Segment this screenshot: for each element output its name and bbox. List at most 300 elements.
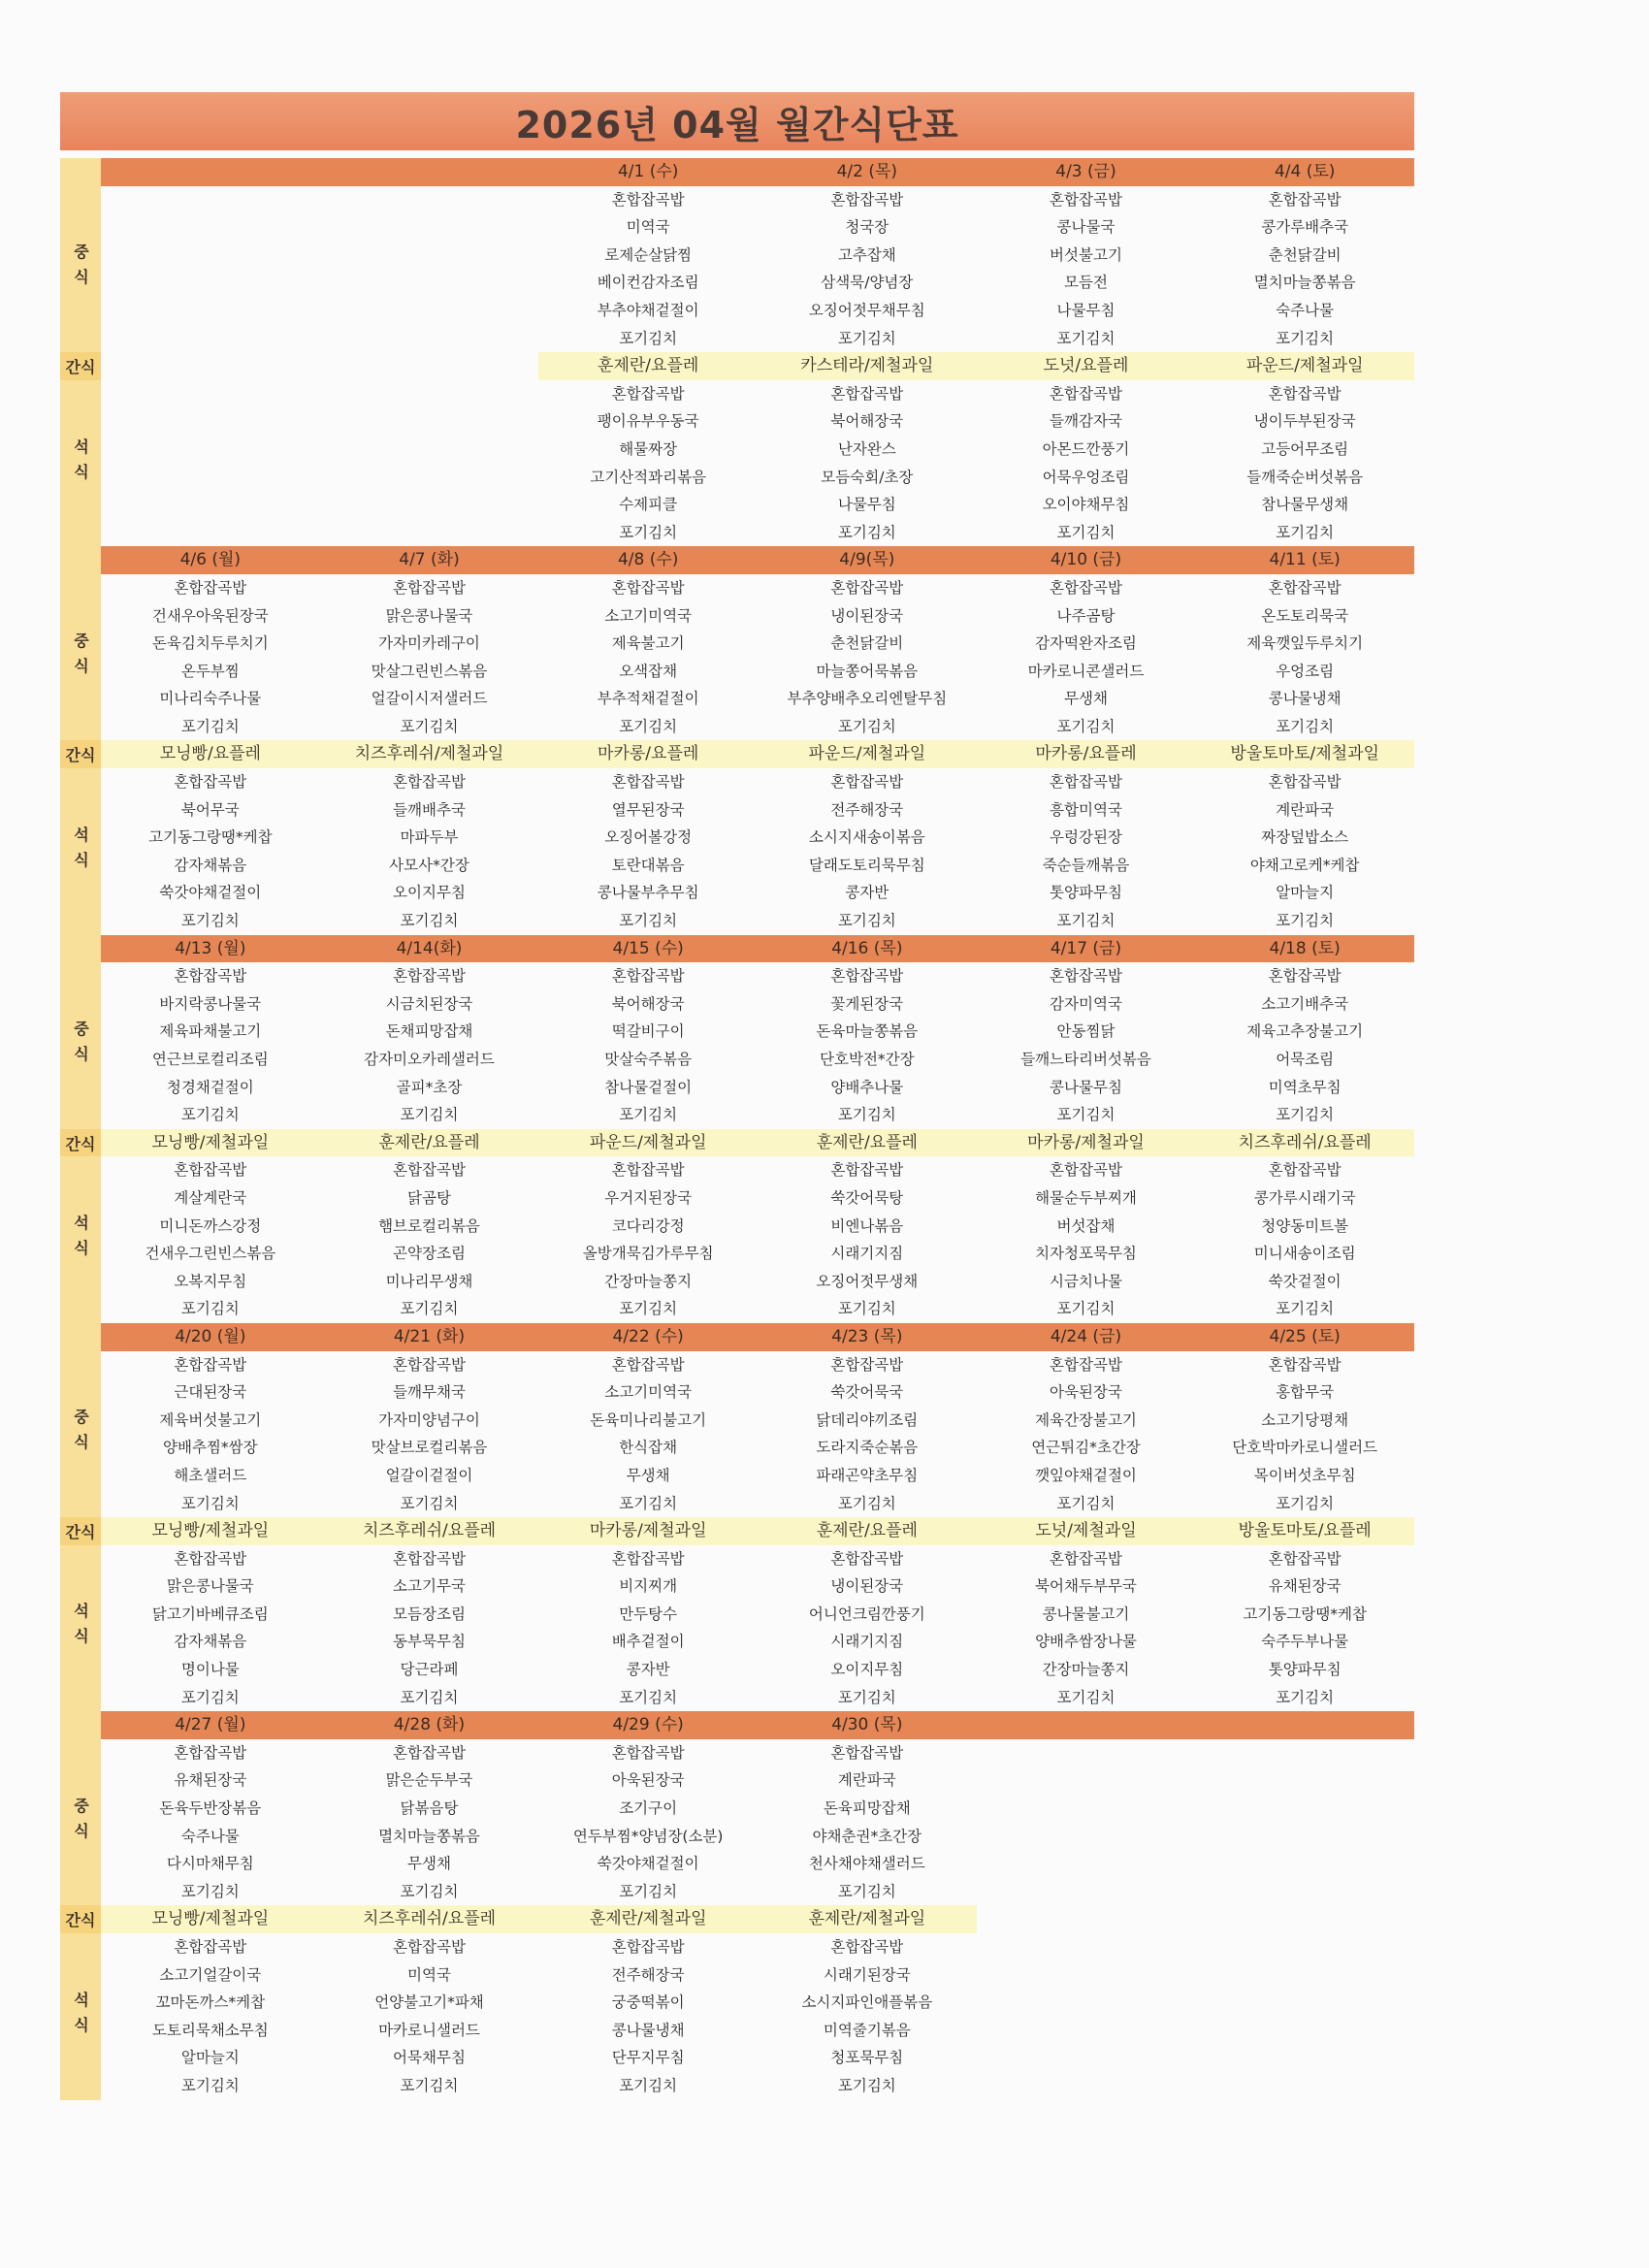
lunch-item: 맑은순두부국 <box>385 1771 473 1790</box>
lunch-item: 나주곰탕 <box>1056 606 1116 625</box>
snack-label: 간식 <box>60 740 101 768</box>
date-header: 4/27 (월) <box>101 1711 320 1739</box>
snack-item: 훈제란/요플레 <box>538 352 758 380</box>
lunch-item <box>320 242 539 270</box>
lunch-item <box>1195 1766 1414 1795</box>
dinner-item: 고기산적꽈리볶음 <box>590 468 707 486</box>
lunch-item: 소고기미역국 <box>604 606 693 625</box>
dinner-label: 석식 <box>60 1545 101 1712</box>
dinner-item: 오이지무침 <box>830 1661 904 1679</box>
snack-item: 파운드/제철과일 <box>538 1129 758 1157</box>
lunch-item: 마카로니콘샐러드 <box>1027 662 1145 680</box>
lunch-item <box>977 1823 1196 1851</box>
dinner-item: 포기김치 <box>400 1688 459 1706</box>
label-spacer <box>60 546 101 574</box>
lunch-item: 돈육피망잡채 <box>823 1799 911 1818</box>
dinner-item: 짜장덮밥소스 <box>1261 828 1349 847</box>
dinner-item <box>1195 1933 1414 1961</box>
dinner-item: 소시지파인애플볶음 <box>801 1993 933 2012</box>
dinner-item: 오복지무침 <box>174 1272 247 1290</box>
dinner-item: 쑥갓어묵탕 <box>830 1188 904 1207</box>
dinner-item: 고등어무조림 <box>1261 439 1349 458</box>
lunch-item <box>1195 1850 1414 1878</box>
lunch-item: 삼색묵/양념장 <box>821 274 914 292</box>
lunch-label: 중식 <box>60 574 101 741</box>
dinner-item: 들깨감자국 <box>1050 412 1122 431</box>
dinner-item: 명이나물 <box>180 1661 240 1679</box>
dinner-item: 혼합잡곡밥 <box>611 384 685 403</box>
lunch-item: 혼합잡곡밥 <box>611 578 685 597</box>
dinner-item <box>320 407 539 436</box>
lunch-item: 냉이된장국 <box>830 606 904 625</box>
date-header: 4/14(화) <box>320 935 539 963</box>
dinner-item: 죽순들깨볶음 <box>1042 856 1130 874</box>
week-block <box>60 546 1414 934</box>
date-header <box>101 158 320 186</box>
dinner-item: 혼합잡곡밥 <box>174 773 247 792</box>
lunch-item: 미나리숙주나물 <box>159 690 262 708</box>
snack-item: 파운드/제철과일 <box>758 740 977 768</box>
lunch-item: 포기김치 <box>619 329 678 347</box>
lunch-item: 무생채 <box>626 1466 670 1484</box>
lunch-item: 들깨느타리버섯볶음 <box>1020 1051 1151 1068</box>
dinner-item <box>320 491 539 519</box>
lunch-item: 파래곤약초무침 <box>816 1466 919 1484</box>
dinner-item: 포기김치 <box>837 2076 896 2094</box>
lunch-item: 혼합잡곡밥 <box>1050 190 1122 209</box>
dinner-item: 알마늘지 <box>180 2049 240 2067</box>
lunch-item: 혼합잡곡밥 <box>174 967 247 986</box>
lunch-item: 꽃게된장국 <box>830 994 904 1013</box>
lunch-item: 포기김치 <box>619 717 678 735</box>
lunch-item: 혼합잡곡밥 <box>830 1355 904 1374</box>
lunch-item: 혼합잡곡밥 <box>611 190 685 209</box>
dinner-item: 모듬숙회/초장 <box>821 468 914 486</box>
date-header <box>977 1711 1196 1739</box>
lunch-item: 어묵조림 <box>1276 1051 1335 1068</box>
lunch-item: 마늘쫑어묵볶음 <box>816 662 919 680</box>
dinner-item <box>101 464 320 492</box>
dinner-item: 버섯잡채 <box>1056 1216 1116 1235</box>
dinner-item: 포기김치 <box>619 912 678 930</box>
lunch-item: 아욱된장국 <box>1050 1383 1122 1402</box>
lunch-item: 쑥갓야채겉절이 <box>597 1855 699 1873</box>
lunch-item <box>101 213 320 242</box>
dinner-item: 혼합잡곡밥 <box>1050 1549 1122 1568</box>
dinner-item: 우거지된장국 <box>604 1188 693 1207</box>
lunch-item: 콩나물국 <box>1056 218 1116 237</box>
lunch-item: 감자미역국 <box>1050 994 1122 1013</box>
dinner-item <box>1195 2072 1414 2100</box>
dinner-item: 청양동미트볼 <box>1261 1216 1349 1235</box>
snack-item: 방울토마토/요플레 <box>1195 1517 1414 1545</box>
lunch-item: 맑은콩나물국 <box>385 606 473 625</box>
snack-item: 도넛/제철과일 <box>977 1517 1196 1545</box>
dinner-item: 오이지무침 <box>393 884 466 902</box>
dinner-item: 궁중떡볶이 <box>611 1993 685 2012</box>
date-header: 4/9(목) <box>758 546 977 574</box>
dinner-item: 단무지무침 <box>611 2049 685 2067</box>
dinner-item: 냉이된장국 <box>830 1577 904 1596</box>
dinner-item: 닭고기바베큐조림 <box>151 1604 269 1623</box>
dinner-item: 포기김치 <box>180 1688 240 1706</box>
snack-item: 훈제란/요플레 <box>758 1517 977 1545</box>
dinner-item: 양배추쌈장나물 <box>1035 1633 1137 1651</box>
lunch-item <box>320 186 539 214</box>
dinner-item: 비엔나볶음 <box>830 1216 904 1235</box>
lunch-item: 제육간장불고기 <box>1035 1410 1137 1429</box>
dinner-item: 포기김치 <box>400 1300 459 1318</box>
snack-label: 간식 <box>60 1129 101 1157</box>
dinner-item: 도토리묵채소무침 <box>151 2021 269 2039</box>
dinner-item: 우렁강된장 <box>1050 828 1122 847</box>
dinner-item: 마파두부 <box>400 828 459 847</box>
lunch-item: 닭볶음탕 <box>400 1799 459 1818</box>
snack-item: 마카롱/요플레 <box>977 740 1196 768</box>
dinner-item: 포기김치 <box>1056 1300 1116 1318</box>
lunch-item: 포기김치 <box>1056 717 1116 735</box>
date-header: 4/17 (금) <box>977 935 1196 963</box>
dinner-item <box>320 380 539 408</box>
lunch-label: 중식 <box>60 186 101 353</box>
lunch-item: 혼합잡곡밥 <box>830 190 904 209</box>
lunch-item: 혼합잡곡밥 <box>1268 967 1342 986</box>
dinner-item <box>977 2017 1196 2045</box>
dinner-item: 햄브로컬리볶음 <box>378 1216 480 1235</box>
snack-item: 방울토마토/제철과일 <box>1195 740 1414 768</box>
lunch-item <box>101 325 320 353</box>
label-spacer <box>60 935 101 963</box>
dinner-item: 혼합잡곡밥 <box>830 1549 904 1568</box>
date-header: 4/30 (목) <box>758 1711 977 1739</box>
lunch-item: 도라지죽순볶음 <box>816 1439 919 1457</box>
lunch-item: 시금치된장국 <box>385 994 473 1013</box>
dinner-item: 혼합잡곡밥 <box>1050 773 1122 792</box>
dinner-label: 석식 <box>60 1156 101 1323</box>
dinner-item: 혼합잡곡밥 <box>174 1549 247 1568</box>
snack-item <box>977 1905 1196 1933</box>
dinner-item: 혼합잡곡밥 <box>611 1938 685 1956</box>
dinner-item: 오징어젓무생채 <box>816 1272 919 1290</box>
lunch-item: 북어해장국 <box>611 994 685 1013</box>
lunch-item <box>101 242 320 270</box>
dinner-item: 감자채볶음 <box>174 856 247 874</box>
lunch-item: 혼합잡곡밥 <box>611 1743 685 1762</box>
lunch-item: 춘천닭갈비 <box>830 634 904 653</box>
lunch-item: 돈육두반장볶음 <box>159 1799 262 1818</box>
dinner-item: 미나리무생채 <box>385 1272 473 1290</box>
lunch-item <box>1195 1878 1414 1906</box>
lunch-item: 춘천닭갈비 <box>1268 245 1342 264</box>
dinner-item: 모듬장조림 <box>393 1604 466 1623</box>
date-header: 4/15 (수) <box>538 935 758 963</box>
dinner-item: 열무된장국 <box>611 800 685 819</box>
dinner-item: 톳양파무침 <box>1050 884 1122 902</box>
lunch-item: 포기김치 <box>400 1882 459 1900</box>
dinner-item <box>977 2072 1196 2100</box>
lunch-item: 혼합잡곡밥 <box>393 1355 466 1374</box>
dinner-item: 콩나물냉채 <box>611 2021 685 2039</box>
lunch-item: 가자미카레구이 <box>378 634 480 653</box>
lunch-item: 포기김치 <box>837 1494 896 1512</box>
dinner-item: 콩가루시래기국 <box>1253 1188 1356 1207</box>
lunch-item: 포기김치 <box>1056 329 1116 347</box>
dinner-item: 미역국 <box>407 1965 451 1984</box>
page-title <box>60 92 1414 150</box>
lunch-item: 닭데리야끼조림 <box>816 1410 919 1429</box>
dinner-item: 혼합잡곡밥 <box>1050 1161 1122 1180</box>
lunch-item: 포기김치 <box>619 1106 678 1124</box>
lunch-item: 오색잡채 <box>619 662 678 680</box>
snack-item <box>320 352 539 380</box>
dinner-item: 고기동그랑땡*케찹 <box>148 828 273 847</box>
lunch-label: 중식 <box>60 1351 101 1518</box>
snack-item: 파운드/제철과일 <box>1195 352 1414 380</box>
dinner-item: 언양불고기*파채 <box>374 1993 484 2012</box>
lunch-item: 혼합잡곡밥 <box>393 578 466 597</box>
lunch-item: 우엉조림 <box>1276 662 1335 680</box>
dinner-item: 어묵채무침 <box>393 2049 466 2067</box>
lunch-item: 포기김치 <box>400 1106 459 1124</box>
snack-item: 도넛/요플레 <box>977 352 1196 380</box>
snack-item: 모닝빵/제철과일 <box>101 1905 320 1933</box>
dinner-label: 석식 <box>60 380 101 547</box>
lunch-item: 혼합잡곡밥 <box>1050 578 1122 597</box>
lunch-item: 부추야채겉절이 <box>597 301 699 319</box>
dinner-item: 혼합잡곡밥 <box>393 1938 466 1956</box>
lunch-item: 콩나물냉채 <box>1268 690 1342 708</box>
dinner-item <box>101 491 320 519</box>
dinner-item <box>101 519 320 547</box>
lunch-item: 포기김치 <box>1276 329 1335 347</box>
lunch-item: 돈육마늘쫑볶음 <box>816 1022 919 1041</box>
lunch-item: 혼합잡곡밥 <box>1050 967 1122 986</box>
lunch-item: 모듬전 <box>1064 274 1108 292</box>
lunch-item: 혼합잡곡밥 <box>174 1743 247 1762</box>
dinner-item: 혼합잡곡밥 <box>1268 1549 1342 1568</box>
lunch-item: 아욱된장국 <box>611 1771 685 1790</box>
lunch-item: 멸치마늘쫑볶음 <box>1253 274 1356 292</box>
snack-item: 마카롱/요플레 <box>538 740 758 768</box>
dinner-item: 맑은콩나물국 <box>166 1577 254 1596</box>
snack-item: 치즈후레쉬/제철과일 <box>320 740 539 768</box>
dinner-item: 시래기지짐 <box>830 1633 904 1651</box>
dinner-item: 토란대볶음 <box>611 856 685 874</box>
date-header: 4/28 (화) <box>320 1711 539 1739</box>
dinner-item: 포기김치 <box>619 523 678 541</box>
lunch-item: 돈육김치두루치기 <box>151 634 269 653</box>
dinner-item: 달래도토리묵무침 <box>808 856 925 874</box>
lunch-item: 혼합잡곡밥 <box>393 967 466 986</box>
menu-table <box>60 158 1414 2100</box>
lunch-item: 포기김치 <box>1276 717 1335 735</box>
dinner-item: 건새우그린빈스볶음 <box>145 1245 276 1263</box>
lunch-item: 무생채 <box>407 1855 451 1873</box>
lunch-item: 양배추찜*쌈장 <box>163 1439 258 1457</box>
dinner-item <box>977 1989 1196 2017</box>
date-header: 4/4 (토) <box>1195 158 1414 186</box>
dinner-item: 들깨죽순버섯볶음 <box>1246 468 1364 486</box>
lunch-item: 들깨무채국 <box>393 1383 466 1402</box>
dinner-item: 포기김치 <box>619 2076 678 2094</box>
lunch-item: 부추적채겉절이 <box>597 690 699 708</box>
dinner-item: 감자채볶음 <box>174 1633 247 1651</box>
lunch-item <box>977 1878 1196 1906</box>
lunch-item: 얼갈이겉절이 <box>385 1466 473 1484</box>
lunch-item: 미역국 <box>626 218 670 237</box>
date-header: 4/25 (토) <box>1195 1323 1414 1351</box>
dinner-item: 해물순두부찌개 <box>1035 1188 1137 1207</box>
lunch-item: 다시마채무침 <box>166 1855 254 1873</box>
dinner-item: 팽이유부우동국 <box>597 412 699 431</box>
lunch-item: 얼갈이시저샐러드 <box>371 690 488 708</box>
dinner-item: 포기김치 <box>1276 1688 1335 1706</box>
lunch-item: 단호박마카로니샐러드 <box>1232 1439 1378 1457</box>
dinner-item <box>1195 1961 1414 1990</box>
lunch-item: 숙주나물 <box>1276 301 1335 319</box>
lunch-item: 나물무침 <box>1056 301 1116 319</box>
lunch-item <box>977 1795 1196 1823</box>
lunch-item <box>101 297 320 325</box>
dinner-item: 청포묵무침 <box>830 2049 904 2067</box>
dinner-item: 혼합잡곡밥 <box>1050 384 1122 403</box>
lunch-item: 포기김치 <box>400 1494 459 1512</box>
dinner-item: 만두탕수 <box>619 1604 678 1623</box>
lunch-item: 감자떡완자조림 <box>1035 634 1137 653</box>
dinner-item: 계살계란국 <box>174 1188 247 1207</box>
week-block <box>60 158 1414 546</box>
date-header: 4/6 (월) <box>101 546 320 574</box>
dinner-item: 난자완스 <box>837 439 896 458</box>
lunch-item: 포기김치 <box>180 1494 240 1512</box>
dinner-item: 포기김치 <box>1276 912 1335 930</box>
dinner-item <box>101 380 320 408</box>
date-header: 4/22 (수) <box>538 1323 758 1351</box>
dinner-item: 포기김치 <box>1276 523 1335 541</box>
dinner-item <box>977 1933 1196 1961</box>
lunch-item: 떡갈비구이 <box>611 1022 685 1041</box>
lunch-item: 혼합잡곡밥 <box>830 578 904 597</box>
lunch-item: 혼합잡곡밥 <box>611 967 685 986</box>
lunch-item: 연두부찜*양념장(소분) <box>572 1827 724 1845</box>
lunch-item: 숙주나물 <box>180 1827 240 1845</box>
lunch-item: 포기김치 <box>837 1106 896 1124</box>
dinner-item: 북어채두부무국 <box>1035 1577 1137 1596</box>
lunch-item: 천사채야채샐러드 <box>808 1855 925 1873</box>
dinner-item <box>320 519 539 547</box>
lunch-item: 제육고추장불고기 <box>1246 1022 1364 1041</box>
lunch-item: 조기구이 <box>619 1799 678 1818</box>
dinner-item: 곤약장조림 <box>393 1245 466 1263</box>
week-block <box>60 1711 1414 2099</box>
lunch-item: 베이컨감자조림 <box>597 274 699 292</box>
dinner-item: 당근라페 <box>400 1661 459 1679</box>
lunch-item: 온도토리묵국 <box>1261 606 1349 625</box>
lunch-item: 포기김치 <box>180 717 240 735</box>
lunch-item: 혼합잡곡밥 <box>611 1355 685 1374</box>
lunch-item: 쑥갓어묵국 <box>830 1383 904 1402</box>
dinner-item <box>320 436 539 464</box>
snack-item: 치즈후레쉬/요플레 <box>1195 1129 1414 1157</box>
lunch-item: 혼합잡곡밥 <box>830 1743 904 1762</box>
snack-item: 모닝빵/요플레 <box>101 740 320 768</box>
snack-item: 훈제란/제철과일 <box>758 1905 977 1933</box>
dinner-item: 사모사*간장 <box>389 856 469 874</box>
dinner-item: 혼합잡곡밥 <box>611 773 685 792</box>
lunch-item: 포기김치 <box>180 1882 240 1900</box>
date-header: 4/23 (목) <box>758 1323 977 1351</box>
lunch-item: 포기김치 <box>1276 1106 1335 1124</box>
dinner-item: 혼합잡곡밥 <box>393 1549 466 1568</box>
week-block <box>60 1323 1414 1711</box>
dinner-item: 포기김치 <box>837 523 896 541</box>
lunch-item: 계란파국 <box>837 1771 896 1790</box>
dinner-item: 간장마늘쫑지 <box>604 1272 693 1290</box>
dinner-item: 간장마늘쫑지 <box>1042 1661 1130 1679</box>
lunch-item: 가자미양념구이 <box>378 1410 480 1429</box>
dinner-item: 소고기얼갈이국 <box>159 1965 262 1984</box>
lunch-item: 소고기미역국 <box>604 1383 693 1402</box>
dinner-item: 포기김치 <box>837 1300 896 1318</box>
lunch-item: 깻잎야채겉절이 <box>1035 1466 1137 1484</box>
dinner-item: 시래기된장국 <box>823 1965 911 1984</box>
dinner-item: 혼합잡곡밥 <box>174 1161 247 1180</box>
dinner-item: 꼬마돈까스*케찹 <box>155 1993 266 2012</box>
dinner-item: 알마늘지 <box>1276 884 1335 902</box>
lunch-item: 돈채피망잡채 <box>385 1022 473 1041</box>
lunch-item: 혼합잡곡밥 <box>393 1743 466 1762</box>
lunch-item: 고추잡채 <box>837 245 896 264</box>
dinner-item: 혼합잡곡밥 <box>1268 384 1342 403</box>
lunch-item <box>1195 1795 1414 1823</box>
lunch-item: 목이버섯초무침 <box>1253 1466 1356 1484</box>
lunch-item: 골피*초장 <box>396 1078 463 1096</box>
lunch-item: 단호박전*간장 <box>820 1051 915 1068</box>
lunch-item: 혼합잡곡밥 <box>174 1355 247 1374</box>
date-header: 4/7 (화) <box>320 546 539 574</box>
snack-item: 카스테라/제철과일 <box>758 352 977 380</box>
lunch-item: 콩나물무침 <box>1050 1078 1122 1096</box>
lunch-item: 혼합잡곡밥 <box>830 967 904 986</box>
lunch-item: 양배추나물 <box>830 1078 904 1096</box>
label-spacer <box>60 1323 101 1351</box>
lunch-item: 근대된장국 <box>174 1383 247 1402</box>
dinner-item: 혼합잡곡밥 <box>174 1938 247 1956</box>
date-header <box>320 158 539 186</box>
lunch-item: 포기김치 <box>619 1494 678 1512</box>
dinner-item: 포기김치 <box>619 1300 678 1318</box>
date-header: 4/10 (금) <box>977 546 1196 574</box>
dinner-item <box>320 464 539 492</box>
dinner-item: 소고기무국 <box>393 1577 466 1596</box>
dinner-item: 콩나물부추무침 <box>597 884 699 902</box>
lunch-item <box>977 1766 1196 1795</box>
date-header: 4/8 (수) <box>538 546 758 574</box>
lunch-item: 버섯불고기 <box>1050 245 1122 264</box>
snack-label: 간식 <box>60 352 101 380</box>
lunch-item <box>101 186 320 214</box>
date-header: 4/2 (목) <box>758 158 977 186</box>
lunch-item: 안동찜닭 <box>1056 1022 1116 1041</box>
dinner-item: 오이야채무침 <box>1042 496 1130 514</box>
lunch-label: 중식 <box>60 962 101 1129</box>
dinner-item: 어니언크림깐풍기 <box>808 1604 925 1623</box>
lunch-item: 유채된장국 <box>174 1771 247 1790</box>
dinner-item: 혼합잡곡밥 <box>1268 773 1342 792</box>
lunch-item <box>320 297 539 325</box>
lunch-item: 포기김치 <box>837 1882 896 1900</box>
dinner-item: 나물무침 <box>837 496 896 514</box>
